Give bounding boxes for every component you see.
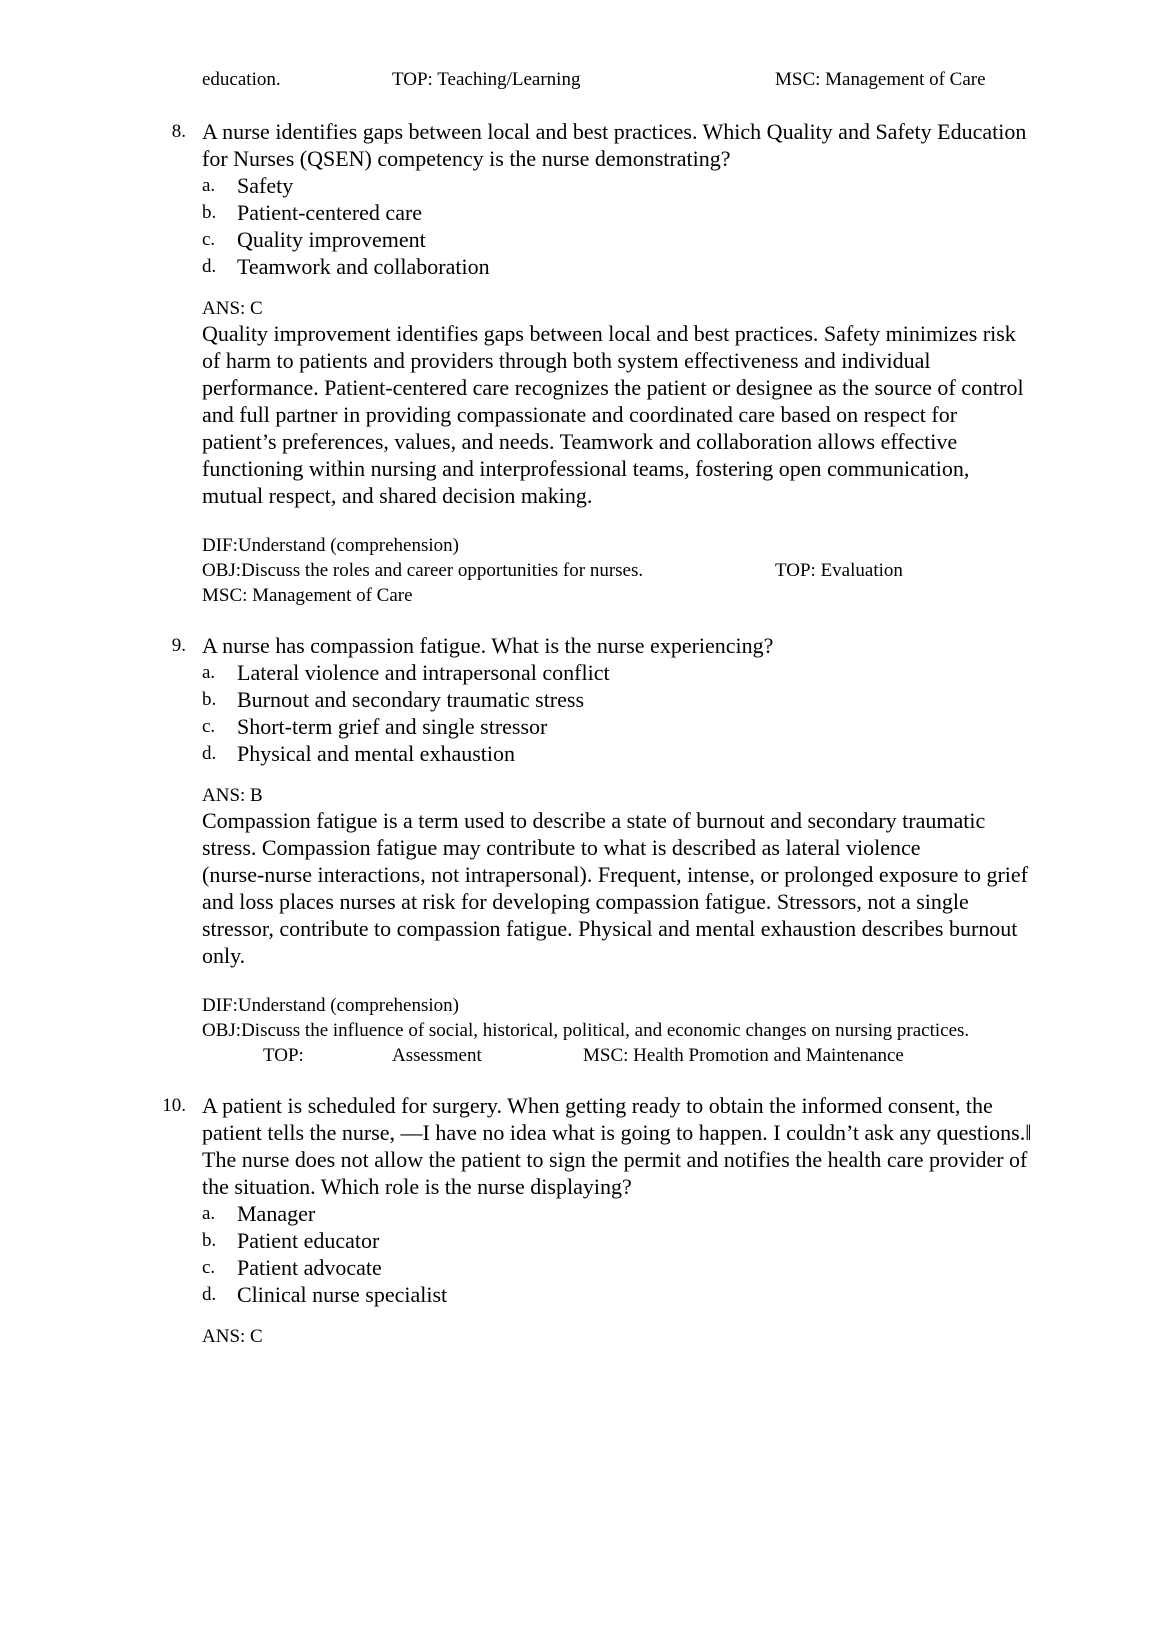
option-text: Safety [237,173,294,198]
option-text: Lateral violence and intrapersonal conflict [237,660,610,685]
option-text: Clinical nurse specialist [237,1282,448,1307]
option-letter: c. [202,1257,216,1278]
rationale [202,320,1082,509]
prev-question-top: TOP: Teaching/Learning [392,69,581,90]
option-letter: b. [202,1230,217,1251]
msc: MSC: Health Promotion and Maintenance [583,1045,904,1066]
stem-line: patient tells the nurse, ―I have no idea what is going to happen. I couldn’t ask any questions.‖ [202,1120,1032,1145]
option-text: Teamwork and collaboration [237,254,490,279]
stem-line: A patient is scheduled for surgery. When getting ready to obtain the informed consent, the [202,1093,993,1118]
topic-label: TOP: [263,1045,304,1066]
answer-key: ANS: B [202,785,263,806]
rationale-line: of harm to patients and providers through both system effectiveness and individual [202,348,931,373]
option-letter: c. [202,716,216,737]
rationale-line: (nurse-nurse interactions, not intrapersonal). Frequent, intense, or prolonged exposure to grief [202,862,1028,887]
objective: OBJ:Discuss the roles and career opportunities for nurses. [202,560,644,581]
rationale-line: stress. Compassion fatigue may contribute to what is described as lateral violence [202,835,921,860]
stem-line: The nurse does not allow the patient to sign the permit and notifies the health care provider of [202,1147,1028,1172]
question-stem [202,118,1082,172]
topic-value: Assessment [392,1045,482,1066]
rationale-line: stressor, contribute to compassion fatigue. Physical and mental exhaustion describes burnout [202,916,1018,941]
rationale-line: performance. Patient-centered care recognizes the patient or designee as the source of control [202,375,1024,400]
rationale-line: Quality improvement identifies gaps between local and best practices. Safety minimizes risk [202,321,1016,346]
option-text: Manager [237,1201,316,1226]
option-text: Burnout and secondary traumatic stress [237,687,585,712]
option-letter: d. [202,1284,217,1305]
rationale-line: mutual respect, and shared decision making. [202,483,593,508]
option-text: Patient educator [237,1228,380,1253]
rationale-line: Compassion fatigue is a term used to describe a state of burnout and secondary traumatic [202,808,986,833]
option-letter: c. [202,229,216,250]
stem-line: for Nurses (QSEN) competency is the nurse demonstrating? [202,146,731,171]
stem-line: A nurse has compassion fatigue. What is the nurse experiencing? [202,633,774,658]
rationale-line: patient’s preferences, values, and needs. Teamwork and collaboration allows effective [202,429,958,454]
rationale-line: and loss places nurses at risk for developing compassion fatigue. Stressors, not a single [202,889,969,914]
answer-key: ANS: C [202,1326,263,1347]
topic: TOP: Evaluation [775,560,903,581]
answer-key: ANS: C [202,298,263,319]
rationale [202,807,1082,969]
question-stem [202,1092,1082,1200]
prev-question-msc: MSC: Management of Care [775,69,986,90]
question-number: 9. [171,635,186,656]
option-letter: a. [202,662,216,683]
msc: MSC: Management of Care [202,585,413,606]
option-text: Quality improvement [237,227,426,252]
rationale-line: and full partner in providing compassionate and coordinated care based on respect for [202,402,958,427]
option-letter: d. [202,256,217,277]
question-number: 10. [162,1095,186,1116]
question-stem [202,632,1082,659]
rationale-line: functioning within nursing and interprofessional teams, fostering open communication, [202,456,970,481]
objective: OBJ:Discuss the influence of social, historical, political, and economic changes on nursing practices. [202,1020,970,1041]
option-text: Patient advocate [237,1255,382,1280]
prev-question-tail: education. [202,69,281,90]
question-number: 8. [171,121,186,142]
stem-line: the situation. Which role is the nurse displaying? [202,1174,632,1199]
stem-line: A nurse identifies gaps between local and best practices. Which Quality and Safety Education [202,119,1027,144]
rationale-line: only. [202,943,246,968]
option-letter: a. [202,1203,216,1224]
option-letter: a. [202,175,216,196]
option-letter: b. [202,202,217,223]
option-text: Patient-centered care [237,200,423,225]
option-text: Short-term grief and single stressor [237,714,548,739]
option-letter: d. [202,743,217,764]
difficulty: DIF:Understand (comprehension) [202,995,459,1016]
option-letter: b. [202,689,217,710]
option-text: Physical and mental exhaustion [237,741,515,766]
difficulty: DIF:Understand (comprehension) [202,535,459,556]
